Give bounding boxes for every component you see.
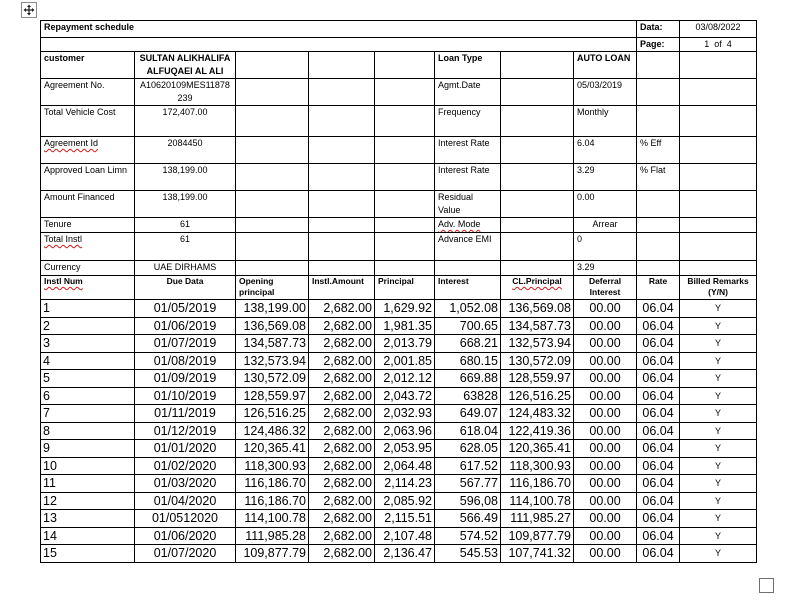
cell-billed: Y [680,352,757,370]
date-label: Data: [637,21,680,38]
table-row [41,492,757,510]
cell-rate: 06.04 [637,457,680,475]
table-row [41,527,757,545]
cell-due-date: 01/06/2020 [135,527,236,545]
cell-deferral-interest: 00.00 [574,300,637,318]
cell-opening-principal: 120,365.41 [236,440,309,458]
cell-interest: 574.52 [435,527,501,545]
cell-opening-principal: 136,569.08 [236,317,309,335]
cell-cl-principal: 107,741.32 [501,545,574,563]
cell-opening-principal: 124,486.32 [236,422,309,440]
cell-billed: Y [680,440,757,458]
cell-opening-principal: 116,186.70 [236,492,309,510]
cell-due-date: 01/07/2019 [135,335,236,353]
cell-billed: Y [680,300,757,318]
cell-billed: Y [680,510,757,528]
col-cl-principal: CL.Principal [501,276,574,300]
col-opening-principal: Opening principal [236,276,309,300]
cell-billed: Y [680,370,757,388]
cell-cl-principal: 130,572.09 [501,352,574,370]
cell-instl-amount: 2,682.00 [309,545,375,563]
table-row [41,475,757,493]
col-rate: Rate [637,276,680,300]
frequency-label: Frequency [435,106,501,137]
cell-instl-amount: 2,682.00 [309,300,375,318]
cell-opening-principal: 118,300.93 [236,457,309,475]
cell-principal: 2,012.12 [375,370,435,388]
cell-interest: 649.07 [435,405,501,423]
cell-instl-amount: 2,682.00 [309,422,375,440]
cell-due-date: 01/02/2020 [135,457,236,475]
adv-mode-value: Arrear [574,218,637,233]
cell-instl-amount: 2,682.00 [309,370,375,388]
cell-opening-principal: 126,516.25 [236,405,309,423]
cell-instl-amount: 2,682.00 [309,475,375,493]
cell-billed: Y [680,335,757,353]
cell-instl-amount: 2,682.00 [309,352,375,370]
table-row [41,335,757,353]
total-instl-value: 61 [135,233,236,261]
table-row [41,422,757,440]
cell-principal: 2,136.47 [375,545,435,563]
currency-label: Currency [41,261,135,276]
flat-label: % Flat [637,164,680,191]
agreement-no-value: A10620109MES11878239 [135,79,236,106]
cell-deferral-interest: 00.00 [574,510,637,528]
cell-principal: 1,629.92 [375,300,435,318]
interest-rate-label: Interest Rate [435,137,501,164]
cell-due-date: 01/06/2019 [135,317,236,335]
cell-interest: 628.05 [435,440,501,458]
cell-due-date: 01/01/2020 [135,440,236,458]
tenure-label: Tenure [41,218,135,233]
col-deferral-interest: Deferral Interest [574,276,637,300]
total-vehicle-cost-value: 172,407.00 [135,106,236,137]
agreement-id-label: Agreement Id [41,137,135,164]
table-row [41,370,757,388]
approved-loan-value: 138,199.00 [135,164,236,191]
cell-instl-num: 3 [41,335,135,353]
cell-interest: 680.15 [435,352,501,370]
cell-deferral-interest: 00.00 [574,335,637,353]
table-row [41,440,757,458]
cell-instl-amount: 2,682.00 [309,457,375,475]
currency-value: UAE DIRHAMS [135,261,236,276]
table-move-handle[interactable] [21,2,37,18]
cell-rate: 06.04 [637,510,680,528]
cell-principal: 2,114.23 [375,475,435,493]
cell-principal: 2,053.95 [375,440,435,458]
cell-deferral-interest: 00.00 [574,457,637,475]
repayment-schedule-table [40,20,757,563]
cell-rate: 06.04 [637,492,680,510]
cell-cl-principal: 134,587.73 [501,317,574,335]
move-arrows-icon [23,4,35,16]
cell-principal: 2,085.92 [375,492,435,510]
cell-rate: 06.04 [637,317,680,335]
cell-cl-principal: 116,186.70 [501,475,574,493]
total-vehicle-cost-label: Total Vehicle Cost [41,106,135,137]
frequency-value: Monthly [574,106,637,137]
col-principal: Principal [375,276,435,300]
cell-rate: 06.04 [637,405,680,423]
cell-interest: 668.21 [435,335,501,353]
table-row [41,545,757,563]
cell-instl-num: 6 [41,387,135,405]
cell-instl-amount: 2,682.00 [309,405,375,423]
cell-interest: 63828 [435,387,501,405]
cell-rate: 06.04 [637,475,680,493]
cell-opening-principal: 111,985.28 [236,527,309,545]
customer-label: customer [41,52,135,79]
table-row [41,387,757,405]
cell-instl-num: 5 [41,370,135,388]
date-value: 03/08/2022 [680,21,757,38]
cell-opening-principal: 128,559.97 [236,387,309,405]
amount-financed-label: Amount Financed [41,191,135,218]
cell-instl-amount: 2,682.00 [309,510,375,528]
cell-instl-num: 4 [41,352,135,370]
cell-opening-principal: 132,573.94 [236,352,309,370]
cell-instl-num: 2 [41,317,135,335]
page-label: Page: [637,38,680,52]
cell-deferral-interest: 00.00 [574,405,637,423]
cell-interest: 700.65 [435,317,501,335]
cell-principal: 2,032.93 [375,405,435,423]
cell-deferral-interest: 00.00 [574,440,637,458]
cell-due-date: 01/07/2020 [135,545,236,563]
adv-mode-label: Adv. Mode [435,218,501,233]
cell-principal: 2,013.79 [375,335,435,353]
cell-rate: 06.04 [637,545,680,563]
table-row [41,457,757,475]
cell-instl-num: 14 [41,527,135,545]
cell-deferral-interest: 00.00 [574,545,637,563]
col-interest: Interest [435,276,501,300]
cell-interest: 596,08 [435,492,501,510]
advance-emi-value: 0 [574,233,637,261]
cell-cl-principal: 120,365.41 [501,440,574,458]
cell-interest: 1,052.08 [435,300,501,318]
cell-principal: 2,043.72 [375,387,435,405]
cell-rate: 06.04 [637,352,680,370]
cell-rate: 06.04 [637,335,680,353]
cell-interest: 567.77 [435,475,501,493]
cell-deferral-interest: 00.00 [574,387,637,405]
col-instl-amount: Instl.Amount [309,276,375,300]
loan-type-label: Loan Type [435,52,501,79]
table-resize-handle[interactable] [759,578,774,593]
cell-instl-num: 11 [41,475,135,493]
cell-due-date: 01/11/2019 [135,405,236,423]
cell-due-date: 01/10/2019 [135,387,236,405]
interest-rate-flat-value: 3.29 [574,164,637,191]
schedule-title: Repayment schedule [41,21,637,38]
loan-type-value: AUTO LOAN [574,52,637,79]
agreement-no-label: Agreement No. [41,79,135,106]
cell-instl-num: 15 [41,545,135,563]
cell-instl-amount: 2,682.00 [309,335,375,353]
cell-cl-principal: 109,877.79 [501,527,574,545]
cell-cl-principal: 128,559.97 [501,370,574,388]
eff-label: % Eff [637,137,680,164]
cell-billed: Y [680,317,757,335]
interest-rate-label-2: Interest Rate [435,164,501,191]
cell-deferral-interest: 00.00 [574,422,637,440]
cell-due-date: 01/12/2019 [135,422,236,440]
cell-cl-principal: 114,100.78 [501,492,574,510]
cell-instl-num: 10 [41,457,135,475]
cell-opening-principal: 116,186.70 [236,475,309,493]
cell-instl-num: 7 [41,405,135,423]
cell-billed: Y [680,387,757,405]
cell-instl-amount: 2,682.00 [309,440,375,458]
cell-interest: 669.88 [435,370,501,388]
table-row [41,405,757,423]
agreement-id-value: 2084450 [135,137,236,164]
cell-cl-principal: 122,419.36 [501,422,574,440]
cell-rate: 06.04 [637,370,680,388]
cell-billed: Y [680,527,757,545]
cell-deferral-interest: 00.00 [574,352,637,370]
cell-billed: Y [680,475,757,493]
cell-instl-num: 12 [41,492,135,510]
cell-interest: 566.49 [435,510,501,528]
title-filler [41,38,637,52]
interest-rate-eff-value: 6.04 [574,137,637,164]
residual-value-label: Residual Value [435,191,501,218]
cell-interest: 545.53 [435,545,501,563]
cell-deferral-interest: 00.00 [574,317,637,335]
col-instl-num: Instl Num [41,276,135,300]
cell-deferral-interest: 00.00 [574,370,637,388]
cell-instl-num: 1 [41,300,135,318]
cell-billed: Y [680,405,757,423]
cell-rate: 06.04 [637,387,680,405]
total-instl-label: Total Instl [41,233,135,261]
cell-due-date: 01/03/2020 [135,475,236,493]
residual-value-value: 0.00 [574,191,637,218]
cell-principal: 2,001.85 [375,352,435,370]
cell-opening-principal: 138,199.00 [236,300,309,318]
col-due-date: Due Data [135,276,236,300]
cell-cl-principal: 132,573.94 [501,335,574,353]
cell-opening-principal: 109,877.79 [236,545,309,563]
agmt-date-label: Agmt.Date [435,79,501,106]
agmt-date-value: 05/03/2019 [574,79,637,106]
currency-extra-value: 3.29 [574,261,637,276]
cell-cl-principal: 126,516.25 [501,387,574,405]
cell-cl-principal: 136,569.08 [501,300,574,318]
cell-due-date: 01/04/2020 [135,492,236,510]
cell-cl-principal: 124,483.32 [501,405,574,423]
cell-due-date: 01/09/2019 [135,370,236,388]
cell-opening-principal: 134,587.73 [236,335,309,353]
cell-interest: 618.04 [435,422,501,440]
cell-cl-principal: 111,985.27 [501,510,574,528]
cell-instl-amount: 2,682.00 [309,527,375,545]
table-row [41,352,757,370]
cell-principal: 2,063.96 [375,422,435,440]
customer-name: SULTAN ALIKHALIFA ALFUQAEI AL ALI [135,52,236,79]
advance-emi-label: Advance EMI [435,233,501,261]
cell-deferral-interest: 00.00 [574,492,637,510]
cell-instl-amount: 2,682.00 [309,387,375,405]
approved-loan-label: Approved Loan Limn [41,164,135,191]
cell-opening-principal: 114,100.78 [236,510,309,528]
cell-deferral-interest: 00.00 [574,527,637,545]
cell-due-date: 01/08/2019 [135,352,236,370]
cell-rate: 06.04 [637,422,680,440]
col-billed-remarks: Billed Remarks (Y/N) [680,276,757,300]
cell-billed: Y [680,492,757,510]
cell-instl-num: 8 [41,422,135,440]
cell-interest: 617.52 [435,457,501,475]
amount-financed-value: 138,199.00 [135,191,236,218]
cell-instl-num: 9 [41,440,135,458]
table-row [41,317,757,335]
cell-due-date: 01/05/2019 [135,300,236,318]
cell-principal: 2,107.48 [375,527,435,545]
cell-rate: 06.04 [637,440,680,458]
cell-principal: 2,064.48 [375,457,435,475]
cell-due-date: 01/0512020 [135,510,236,528]
cell-principal: 2,115.51 [375,510,435,528]
cell-deferral-interest: 00.00 [574,475,637,493]
page-indicator: 1 of 4 [680,38,757,52]
table-row [41,510,757,528]
cell-instl-num: 13 [41,510,135,528]
cell-billed: Y [680,545,757,563]
cell-cl-principal: 118,300.93 [501,457,574,475]
cell-instl-amount: 2,682.00 [309,492,375,510]
cell-opening-principal: 130,572.09 [236,370,309,388]
table-row [41,300,757,318]
cell-billed: Y [680,422,757,440]
cell-principal: 1,981.35 [375,317,435,335]
tenure-value: 61 [135,218,236,233]
cell-rate: 06.04 [637,527,680,545]
cell-instl-amount: 2,682.00 [309,317,375,335]
cell-billed: Y [680,457,757,475]
cell-rate: 06.04 [637,300,680,318]
